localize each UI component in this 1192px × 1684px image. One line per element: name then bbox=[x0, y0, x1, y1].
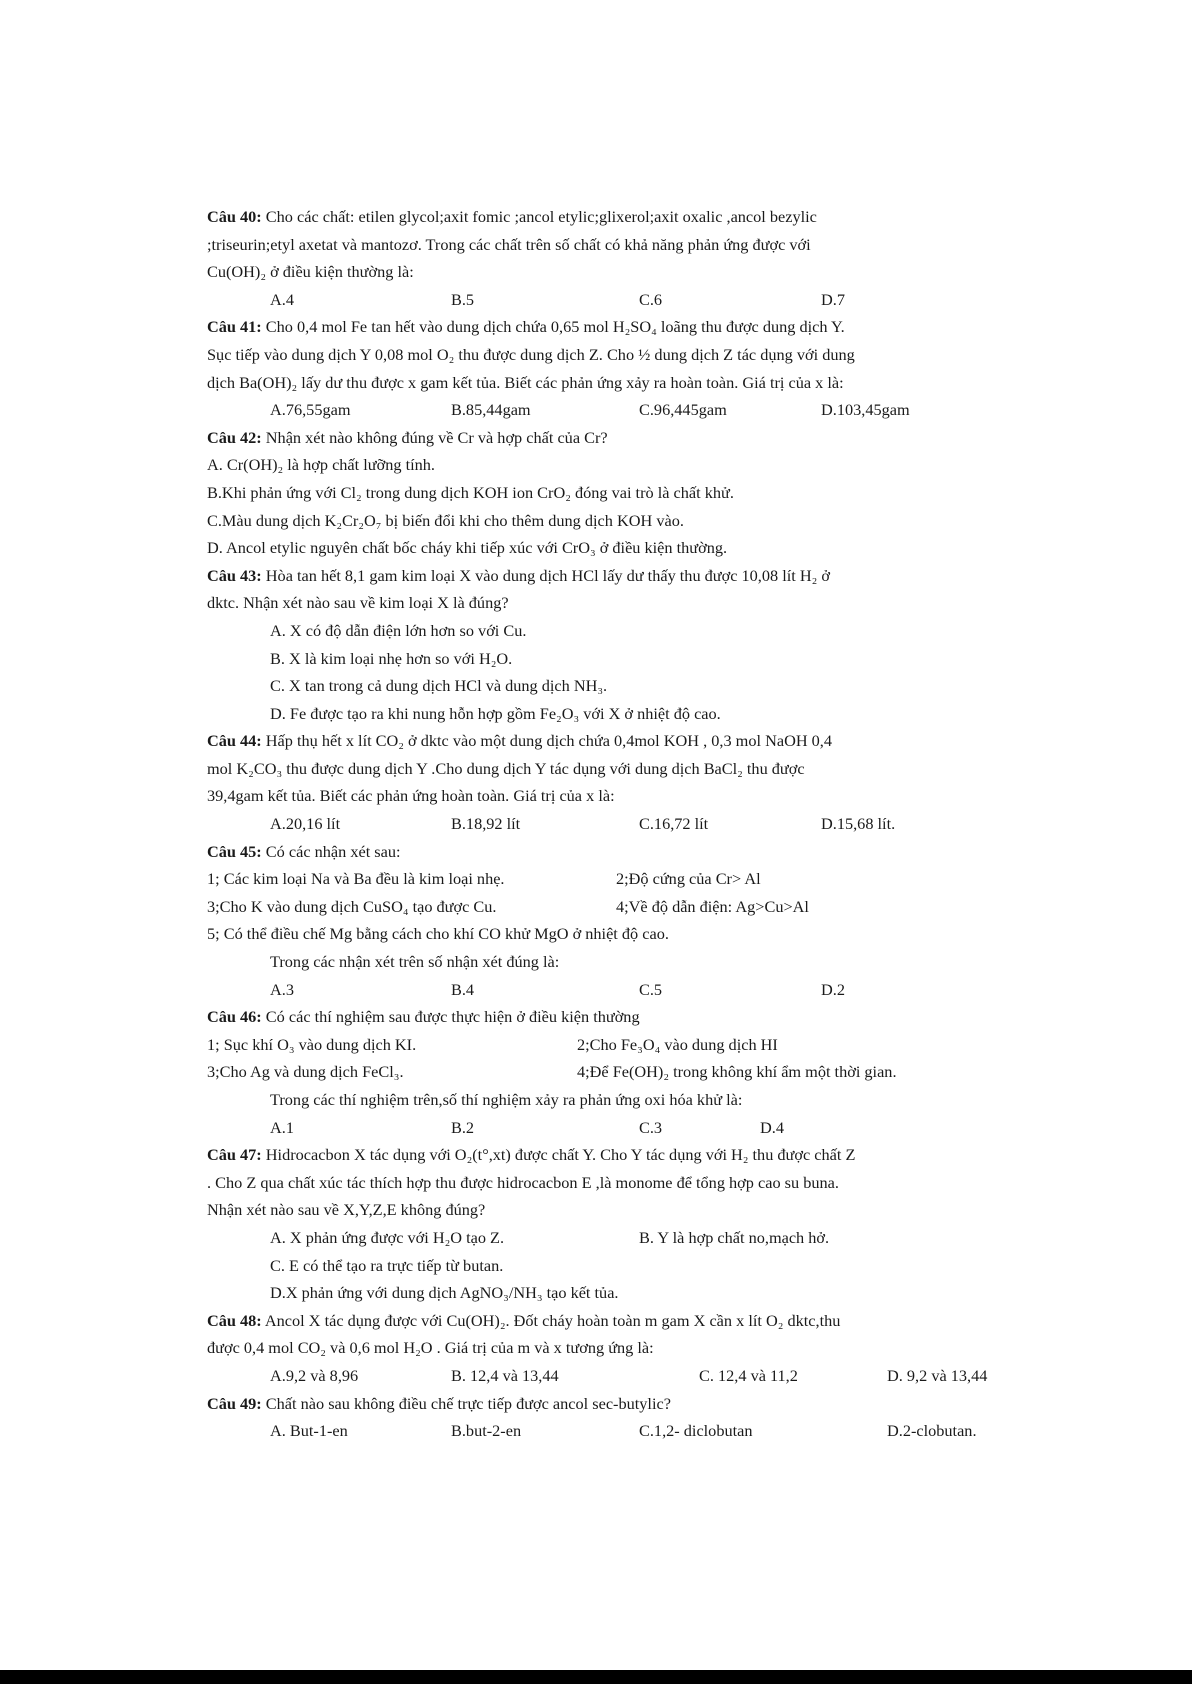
exam-page bbox=[207, 203, 1052, 1445]
option-d: D.7 bbox=[821, 289, 845, 309]
question-41-line-2: Sục tiếp vào dung dịch Y 0,08 mol O₂ thu được dung dịch Z. Cho ½ dung dịch Z tác dụng với dung bbox=[207, 344, 855, 364]
question-47-option-d: D.X phản ứng với dung dịch AgNO₃/NH₃ tạo kết tủa. bbox=[270, 1283, 619, 1303]
option-a: A.9,2 và 8,96 bbox=[270, 1365, 359, 1385]
question-label: Câu 49: bbox=[207, 1393, 262, 1413]
option-c: C.5 bbox=[639, 979, 663, 999]
question-42-option-a: A. Cr(OH)₂ là hợp chất lưỡng tính. bbox=[207, 455, 435, 475]
option-a: A. X phản ứng được với H₂O tạo Z. bbox=[270, 1227, 505, 1247]
question-40-line-2: ;triseurin;etyl axetat và mantozơ. Trong các chất trên số chất có khả năng phản ứng được với bbox=[207, 234, 811, 254]
statement-4: 4;Về độ dẫn điện: Ag>Cu>Al bbox=[616, 896, 809, 916]
question-44-line-2: mol K₂CO₃ thu được dung dịch Y .Cho dung dịch Y tác dụng với dung dịch BaCl₂ thu được bbox=[207, 758, 805, 778]
question-46-line-1: Câu 46: Có các thí nghiệm sau được thực hiện ở điều kiện thường bbox=[207, 1007, 640, 1027]
option-d: D. 9,2 và 13,44 bbox=[887, 1365, 988, 1385]
option-d: D.2 bbox=[821, 979, 845, 999]
statement-1: 1; Các kim loại Na và Ba đều là kim loại nhẹ. bbox=[207, 869, 505, 889]
question-label: Câu 48: bbox=[207, 1310, 262, 1330]
option-d: D.15,68 lít. bbox=[821, 814, 896, 834]
option-c: C.3 bbox=[639, 1117, 663, 1137]
question-41-line-1: Câu 41: Cho 0,4 mol Fe tan hết vào dung dịch chứa 0,65 mol H₂SO₄ loãng thu được dung dịch Y. bbox=[207, 317, 845, 337]
page-bottom-bar bbox=[0, 1670, 1192, 1684]
experiment-2: 2;Cho Fe₃O₄ vào dung dịch HI bbox=[577, 1034, 778, 1054]
question-47-line-3: Nhận xét nào sau về X,Y,Z,E không đúng? bbox=[207, 1200, 486, 1220]
option-c: C.16,72 lít bbox=[639, 814, 709, 834]
option-a: A.1 bbox=[270, 1117, 294, 1137]
option-a: A.4 bbox=[270, 289, 294, 309]
question-44-line-3: 39,4gam kết tủa. Biết các phản ứng hoàn toàn. Giá trị của x là: bbox=[207, 786, 615, 806]
question-40-line-3: Cu(OH)₂ ở điều kiện thường là: bbox=[207, 262, 414, 282]
question-45-statement-5: 5; Có thể điều chế Mg bằng cách cho khí CO khử MgO ở nhiệt độ cao. bbox=[207, 924, 669, 944]
statement-3: 3;Cho K vào dung dịch CuSO₄ tạo được Cu. bbox=[207, 896, 497, 916]
question-45-line-1: Câu 45: Có các nhận xét sau: bbox=[207, 841, 401, 861]
question-43-option-a: A. X có độ dẫn điện lớn hơn so với Cu. bbox=[270, 620, 527, 640]
question-45-statements-3-4 bbox=[207, 893, 1052, 921]
option-a: A.3 bbox=[270, 979, 294, 999]
question-42-option-c: C.Màu dung dịch K₂Cr₂O₇ bị biến đổi khi cho thêm dung dịch KOH vào. bbox=[207, 510, 684, 530]
experiment-3: 3;Cho Ag và dung dịch FeCl₃. bbox=[207, 1062, 404, 1082]
option-c: C. 12,4 và 11,2 bbox=[699, 1365, 798, 1385]
question-47-line-2: . Cho Z qua chất xúc tác thích hợp thu được hidrocacbon E ,là monome để tổng hợp cao su buna. bbox=[207, 1172, 839, 1192]
option-a: A.20,16 lít bbox=[270, 814, 341, 834]
statement-2: 2;Độ cứng của Cr> Al bbox=[616, 869, 761, 889]
question-44-line-1: Câu 44: Hấp thụ hết x lít CO₂ ở dktc vào một dung dịch chứa 0,4mol KOH , 0,3 mol NaOH 0,4 bbox=[207, 731, 833, 751]
question-48-options bbox=[207, 1362, 1052, 1390]
question-label: Câu 44: bbox=[207, 731, 262, 751]
question-47-options-a-b bbox=[207, 1224, 1052, 1252]
question-43-option-d: D. Fe được tạo ra khi nung hỗn hợp gồm Fe₂O₃ với X ở nhiệt độ cao. bbox=[270, 703, 721, 723]
option-d: D.4 bbox=[760, 1117, 784, 1137]
option-c: C.6 bbox=[639, 289, 663, 309]
question-label: Câu 40: bbox=[207, 207, 262, 226]
question-41-line-3: dịch Ba(OH)₂ lấy dư thu được x gam kết tủa. Biết các phản ứng xảy ra hoàn toàn. Giá trị của x là: bbox=[207, 372, 844, 392]
question-43-line-2: dktc. Nhận xét nào sau về kim loại X là đúng? bbox=[207, 593, 509, 613]
option-c: C.1,2- diclobutan bbox=[639, 1421, 753, 1441]
question-45-options bbox=[207, 976, 1052, 1004]
option-b: B. 12,4 và 13,44 bbox=[451, 1365, 559, 1385]
question-44-options bbox=[207, 810, 1052, 838]
option-b: B.18,92 lít bbox=[451, 814, 521, 834]
option-b: B.5 bbox=[451, 289, 475, 309]
question-label: Câu 43: bbox=[207, 565, 262, 585]
option-a: A.76,55gam bbox=[270, 400, 351, 420]
question-label: Câu 45: bbox=[207, 841, 262, 861]
question-label: Câu 47: bbox=[207, 1145, 262, 1165]
question-42-line-1: Câu 42: Nhận xét nào không đúng về Cr và hợp chất của Cr? bbox=[207, 427, 608, 447]
question-label: Câu 42: bbox=[207, 427, 262, 447]
option-b: B.4 bbox=[451, 979, 475, 999]
option-b: B.2 bbox=[451, 1117, 475, 1137]
question-label: Câu 46: bbox=[207, 1007, 262, 1027]
option-d: D.2-clobutan. bbox=[887, 1421, 977, 1441]
question-42-option-d: D. Ancol etylic nguyên chất bốc cháy khi tiếp xúc với CrO₃ ở điều kiện thường. bbox=[207, 538, 728, 558]
question-48-line-1: Câu 48: Ancol X tác dụng được với Cu(OH)₂. Đốt cháy hoàn toàn m gam X cần x lít O₂ dktc,thu bbox=[207, 1310, 841, 1330]
option-b: B.85,44gam bbox=[451, 400, 531, 420]
question-43-line-1: Câu 43: Hòa tan hết 8,1 gam kim loại X vào dung dịch HCl lấy dư thấy thu được 10,08 lít H₂ ở bbox=[207, 565, 830, 585]
option-d: D.103,45gam bbox=[821, 400, 910, 420]
option-b: B. Y là hợp chất no,mạch hở. bbox=[639, 1227, 830, 1247]
question-49-line-1: Câu 49: Chất nào sau không điều chế trực tiếp được ancol sec-butylic? bbox=[207, 1393, 671, 1413]
option-b: B.but-2-en bbox=[451, 1421, 522, 1441]
option-c: C.96,445gam bbox=[639, 400, 727, 420]
question-45-ask: Trong các nhận xét trên số nhận xét đúng là: bbox=[270, 952, 560, 972]
question-46-options bbox=[207, 1114, 1052, 1142]
question-49-options bbox=[207, 1417, 1052, 1445]
question-43-option-b: B. X là kim loại nhẹ hơn so với H₂O. bbox=[270, 648, 513, 668]
experiment-4: 4;Để Fe(OH)₂ trong không khí ẩm một thời gian. bbox=[577, 1062, 897, 1082]
question-label: Câu 41: bbox=[207, 317, 262, 337]
question-48-line-2: được 0,4 mol CO₂ và 0,6 mol H₂O . Giá trị của m và x tương ứng là: bbox=[207, 1338, 654, 1358]
question-45-statements-1-2 bbox=[207, 865, 1052, 893]
question-43-option-c: C. X tan trong cả dung dịch HCl và dung dịch NH₃. bbox=[270, 676, 608, 696]
question-46-experiments-3-4 bbox=[207, 1058, 1052, 1086]
question-47-option-c: C. E có thể tạo ra trực tiếp từ butan. bbox=[270, 1255, 504, 1275]
question-40-line-1: Câu 40: Cho các chất: etilen glycol;axit fomic ;ancol etylic;glixerol;axit oxalic ,ancol bezylic bbox=[207, 207, 817, 226]
question-46-experiments-1-2 bbox=[207, 1031, 1052, 1059]
question-42-option-b: B.Khi phản ứng với Cl₂ trong dung dịch KOH ion CrO₂ đóng vai trò là chất khử. bbox=[207, 482, 734, 502]
experiment-1: 1; Sục khí O₃ vào dung dịch KI. bbox=[207, 1034, 417, 1054]
question-46-ask: Trong các thí nghiệm trên,số thí nghiệm xảy ra phản ứng oxi hóa khử là: bbox=[270, 1090, 743, 1109]
question-47-line-1: Câu 47: Hidrocacbon X tác dụng với O₂(t°,xt) được chất Y. Cho Y tác dụng với H₂ thu được chất Z bbox=[207, 1145, 856, 1165]
question-41-options bbox=[207, 396, 1052, 424]
question-40-options bbox=[207, 286, 1052, 314]
option-a: A. But-1-en bbox=[270, 1421, 348, 1441]
